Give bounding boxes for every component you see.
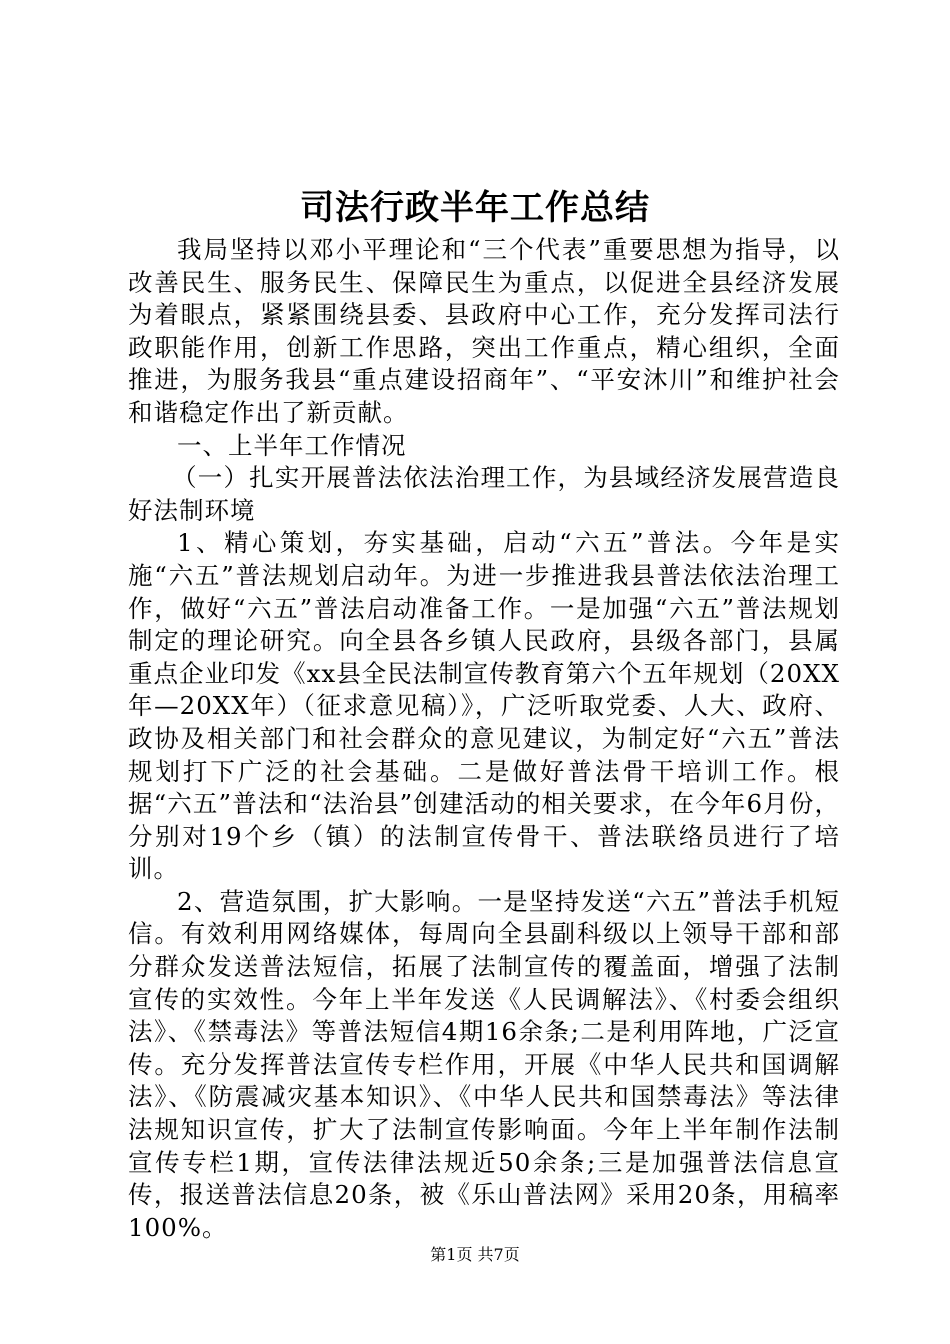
subsection-heading: （一）扎实开展普法依法治理工作，为县域经济发展营造良好法制环境 [128, 463, 840, 525]
body-paragraph-2: 2、营造氛围，扩大影响。一是坚持发送“六五”普法手机短信。有效利用网络媒体，每周向全县副科级以上领导干部和部分群众发送普法短信，拓展了法制宣传的覆盖面，增强了法制宣传的实效性。今年上半年发送《人民调解法》、《村委会组织法》、《禁毒法》等普法短信4期16余条;二是利用阵地，广泛宣传。充分发挥普法宣传专栏作用，开展《中华人民共和国调解法》、《防震减灾基本知识》、《中华人民共和国禁毒法》等法律法规知识宣传，扩大了法制宣传影响面。今年上半年制作法制宣传专栏1期，宣传法律法规近50余条;三是加强普法信息宣传，报送普法信息20条，被《乐山普法网》采用20条，用稿率100%。 [128, 886, 840, 1242]
section-heading: 一、上半年工作情况 [177, 430, 407, 460]
intro-paragraph: 我局坚持以邓小平理论和“三个代表”重要思想为指导，以改善民生、服务民生、保障民生为重点，以促进全县经济发展为着眼点，紧紧围绕县委、县政府中心工作，充分发挥司法行政职能作用，创新工作思路，突出工作重点，精心组织，全面推进，为服务我县“重点建设招商年”、“平安沐川”和维护社会和谐稳定作出了新贡献。 [128, 235, 840, 427]
document-title: 司法行政半年工作总结 [300, 188, 650, 228]
document-body [128, 234, 840, 1244]
body-paragraph-1: 1、精心策划，夯实基础，启动“六五”普法。今年是实施“六五”普法规划启动年。为进一步推进我县普法依法治理工作，做好“六五”普法启动准备工作。一是加强“六五”普法规划制定的理论研究。向全县各乡镇人民政府，县级各部门，县属重点企业印发《xx县全民法制宣传教育第六个五年规划（20XX年—20XX年）（征求意见稿）》，广泛听取党委、人大、政府、政协及相关部门和社会群众的意见建议，为制定好“六五”普法规划打下广泛的社会基础。二是做好普法骨干培训工作。根据“六五”普法和“法治县”创建活动的相关要求，在今年6月份，分别对19个乡（镇）的法制宣传骨干、普法联络员进行了培训。 [128, 528, 840, 884]
page-footer: 第1页 共7页 [430, 1245, 520, 1264]
